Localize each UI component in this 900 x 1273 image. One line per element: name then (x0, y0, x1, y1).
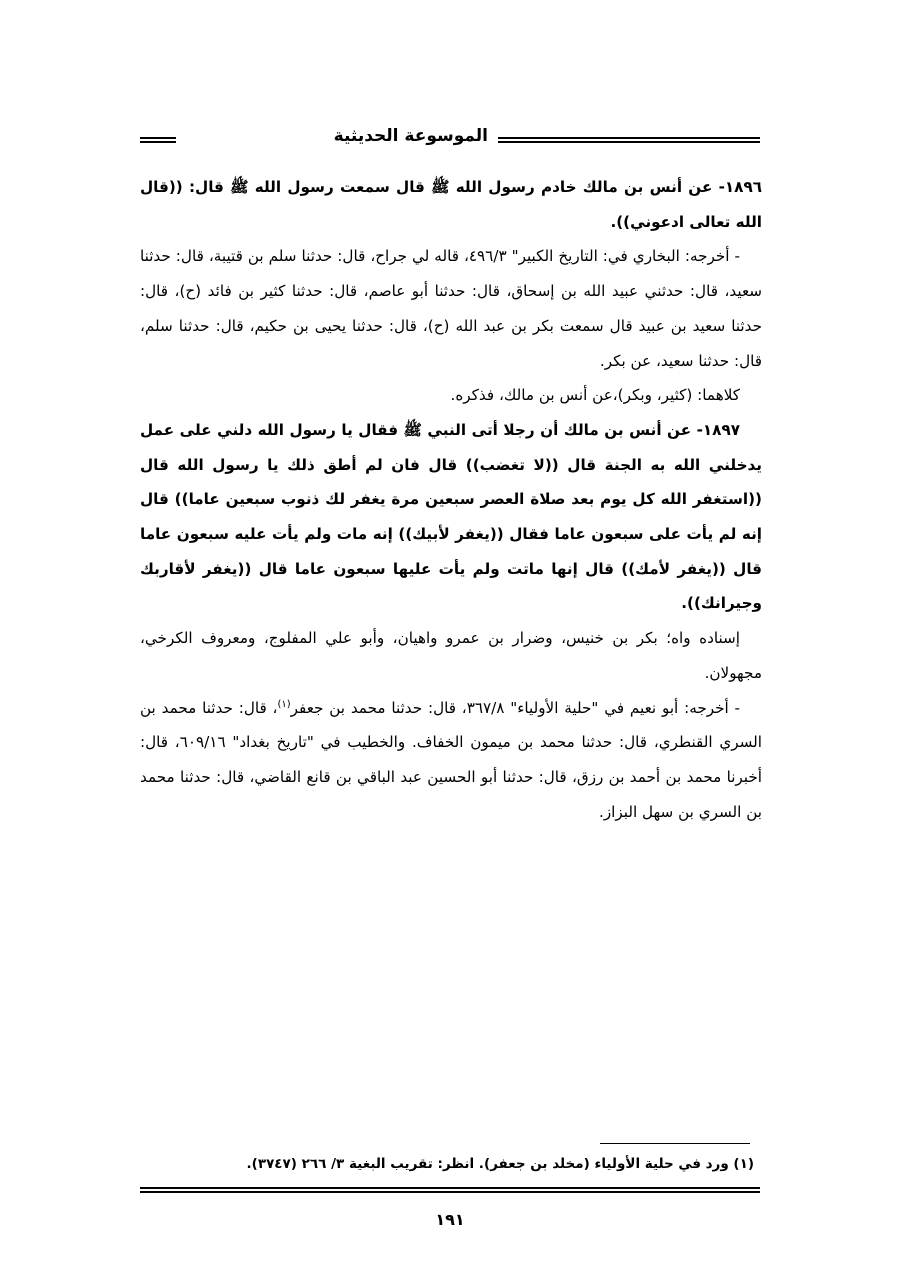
takhrij-1897-part2: ، قال: حدثنا محمد بن السري القنطري، قال: حدثنا محمد بن ميمون الخفاف. والخطيب في "تاريخ بغداد" ٦٠٩/١٦، قال: أخبرنا محمد بن أحمد بن رزق، قال: حدثنا أبو الحسين عبد الباقي بن قانع القاضي، قال: حدثنا محمد بن السري بن سهل البزاز. (140, 698, 762, 821)
takhrij-1896: - أخرجه: البخاري في: التاريخ الكبير" ٤٩٦/٣، قاله لي جراح، قال: حدثنا سلم بن قتيبة، قال: حدثنا سعيد، قال: حدثني عبيد الله بن إسحاق، قال: حدثنا أبو عاصم، قال: حدثنا كثير بن فائد (ح)، قال: حدثنا سعيد بن عبيد قال سمعت بكر بن عبد الله (ح)، قال: حدثنا يحيى بن حكيم، قال: حدثنا سلم، قال: حدثنا سعيد، عن بكر. (140, 247, 762, 370)
footnote-ref[interactable]: (١) (277, 698, 291, 710)
header-title: الموسوعة الحديثية (333, 126, 488, 146)
footnote-1: (١) ورد في حلية الأولياء (مخلد بن جعفر). انظر: تقريب البغية ٣/ ٢٦٦ (٣٧٤٧). (246, 1156, 754, 1172)
isnad-1897: إسناده واه؛ بكر بن خنيس، وضرار بن عمرو واهيان، وأبو علي المفلوج، ومعروف الكرخي، مجهولان. (140, 629, 762, 682)
note-1896: كلاهما: (كثير، وبكر)،عن أنس بن مالك، فذكره. (450, 386, 740, 405)
footer-rule (140, 1187, 760, 1193)
footnote-separator (600, 1143, 750, 1144)
hadith-1896: ١٨٩٦- عن أنس بن مالك خادم رسول الله ﷺ قال سمعت رسول الله ﷺ قال: ((قال الله تعالى ادعوني)). (140, 178, 762, 231)
running-header (140, 124, 760, 160)
main-text (140, 170, 762, 829)
takhrij-1897-part1: - أخرجه: أبو نعيم في "حلية الأولياء" ٣٦٧/٨، قال: حدثنا محمد بن جعفر (290, 698, 740, 717)
page-number: ١٩١ (435, 1210, 465, 1229)
hadith-1897: ١٨٩٧- عن أنس بن مالك أن رجلا أتى النبي ﷺ فقال يا رسول الله دلني على عمل يدخلني الله به الجنة قال ((لا تغضب)) قال فان لم أطق ذلك يا رسول الله قال ((استغفر الله كل يوم بعد صلاة العصر سبعين مرة يغفر لك ذنوب سبعين عاما)) قال إنه لم يأت على سبعون عاما فقال ((يغفر لأبيك)) إنه مات ولم يأت عليه سبعون عاما قال ((يغفر لأمك)) قال إنها ماتت ولم يأت عليها سبعون عاما قال ((يغفر لأقاربك وجيرانك)). (140, 420, 762, 613)
header-rule-right (498, 137, 760, 143)
takhrij-1897 (140, 691, 762, 830)
header-rule-left (140, 137, 176, 143)
